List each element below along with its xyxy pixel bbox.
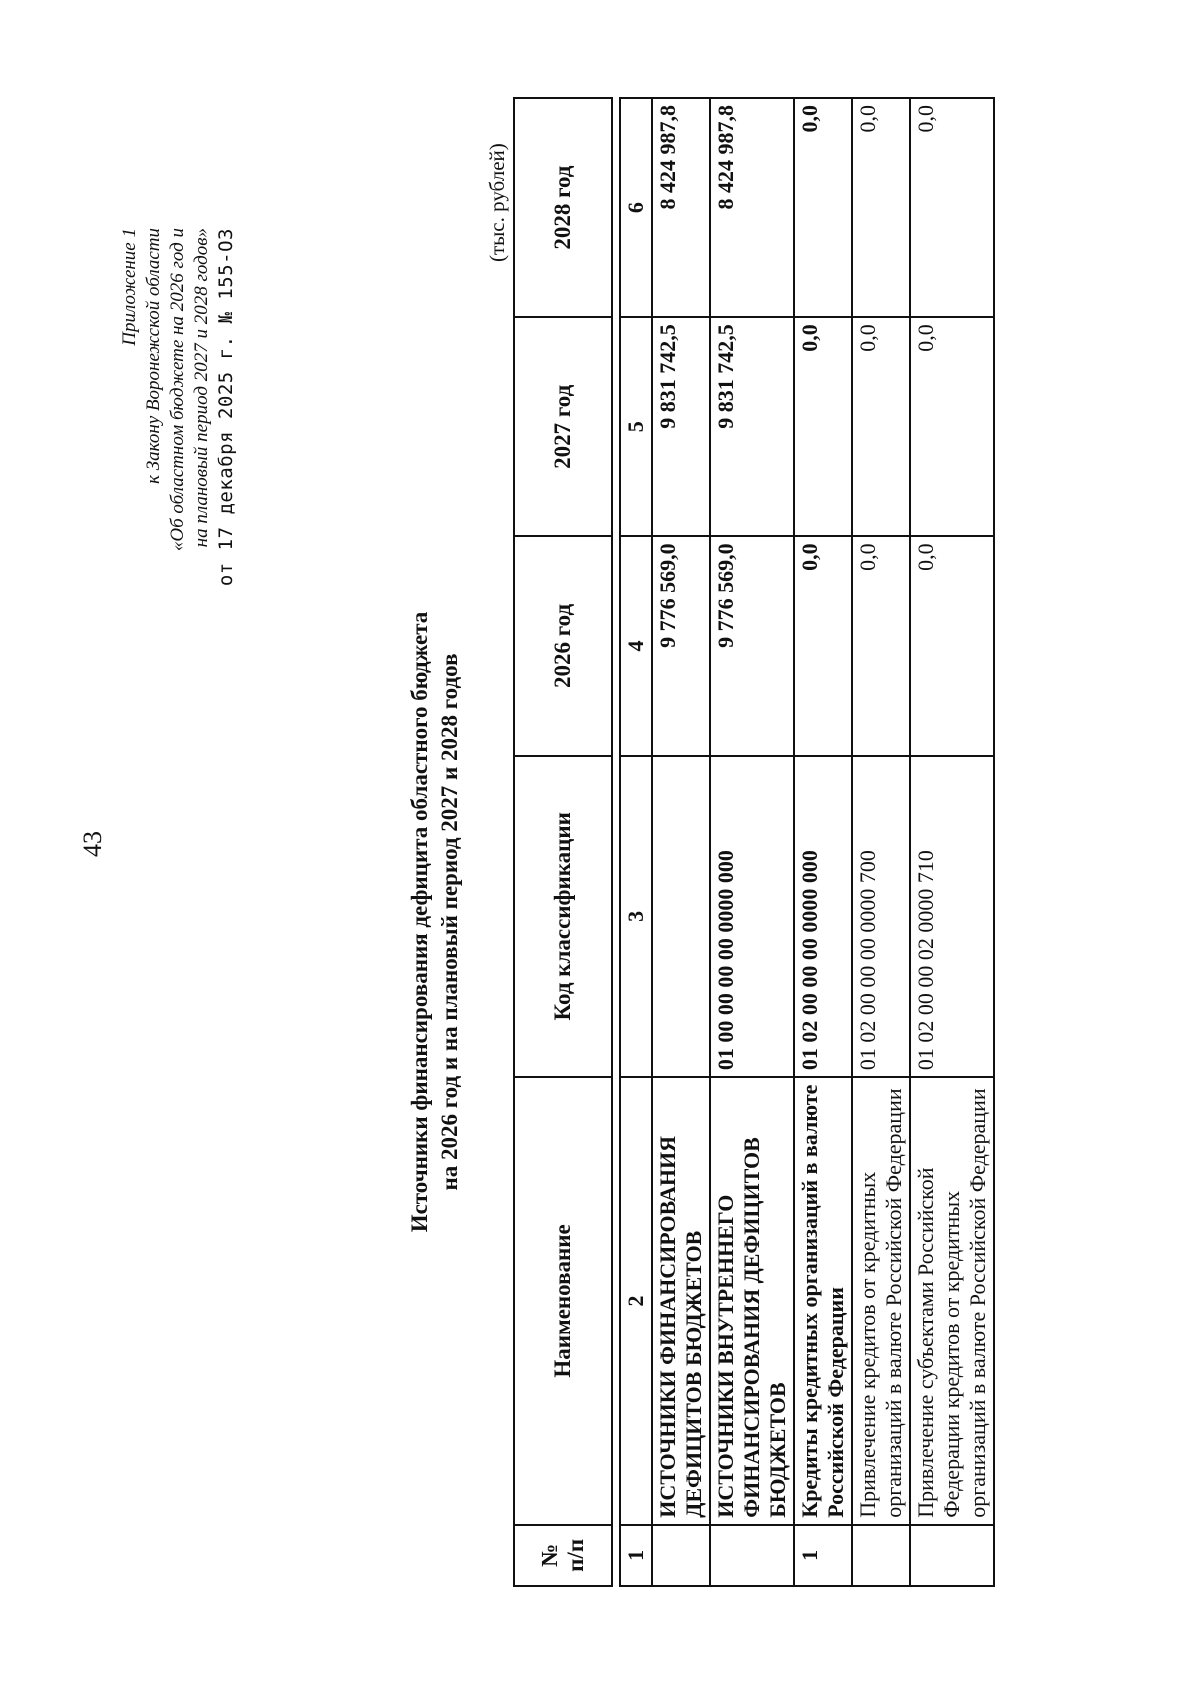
gap-cell — [612, 98, 620, 1586]
header-code: Код классификации — [514, 756, 612, 1078]
index-cell: 1 — [620, 1525, 652, 1586]
table-row — [652, 98, 710, 1586]
table-header-row — [514, 98, 612, 1586]
row-value-2027: 0,0 — [794, 317, 852, 536]
title-line-1: Источники финансирования дефицита областного бюджета — [407, 611, 432, 1233]
row-no — [710, 1525, 794, 1586]
table-gap — [612, 98, 620, 1586]
page-number: 43 — [78, 831, 107, 857]
row-name: ИСТОЧНИКИ ВНУТРЕННЕГО ФИНАНСИРОВАНИЯ ДЕФИЦИТОВ БЮДЖЕТОВ — [710, 1077, 794, 1525]
header-no: № п/п — [514, 1525, 612, 1586]
row-name: Привлечение кредитов от кредитных организаций в валюте Российской Федерации — [852, 1077, 910, 1525]
row-name: Кредиты кредитных организаций в валюте Российской Федерации — [794, 1077, 852, 1525]
row-value-2027: 0,0 — [852, 317, 910, 536]
index-cell: 6 — [620, 98, 652, 317]
index-cell: 3 — [620, 756, 652, 1078]
index-cell: 2 — [620, 1077, 652, 1525]
row-no — [852, 1525, 910, 1586]
annex-line-2: к Закону Воронежской области — [143, 228, 164, 484]
row-value-2028: 8 424 987,8 — [710, 98, 794, 317]
row-no — [910, 1525, 994, 1586]
row-value-2026: 9 776 569,0 — [652, 536, 710, 755]
units-label: (тыс. рублей) — [485, 143, 509, 262]
annex-line-3: «Об областном бюджете на 2026 год и — [167, 228, 188, 552]
row-value-2028: 0,0 — [852, 98, 910, 317]
header-2027: 2027 год — [514, 317, 612, 536]
row-code: 01 02 00 00 00 0000 000 — [794, 756, 852, 1078]
row-value-2028: 8 424 987,8 — [652, 98, 710, 317]
header-2028: 2028 год — [514, 98, 612, 317]
table-row — [852, 98, 910, 1586]
annex-block — [118, 228, 238, 788]
table-row — [710, 98, 794, 1586]
document-title — [405, 472, 465, 1372]
annex-line-4: на плановый период 2027 и 2028 годов» — [191, 228, 212, 548]
column-index-row — [620, 98, 652, 1586]
row-value-2026: 0,0 — [794, 536, 852, 755]
header-2026: 2026 год — [514, 536, 612, 755]
table-row — [794, 98, 852, 1586]
header-name: Наименование — [514, 1077, 612, 1525]
index-cell: 5 — [620, 317, 652, 536]
annex-date-stamp: от 17 декабря 2025 г. № 155-ОЗ — [215, 228, 237, 587]
row-value-2027: 9 831 742,5 — [652, 317, 710, 536]
index-cell: 4 — [620, 536, 652, 755]
row-value-2026: 0,0 — [910, 536, 994, 755]
table-row — [910, 98, 994, 1586]
row-code: 01 02 00 00 00 0000 700 — [852, 756, 910, 1078]
title-line-2: на 2026 год и на плановый период 2027 и 2028 годов — [437, 653, 462, 1191]
row-value-2026: 0,0 — [852, 536, 910, 755]
row-value-2028: 0,0 — [910, 98, 994, 317]
row-value-2026: 9 776 569,0 — [710, 536, 794, 755]
row-name: Привлечение субъектами Российской Федерации кредитов от кредитных организаций в валюте Российской Федерации — [910, 1077, 994, 1525]
annex-line-1: Приложение 1 — [119, 228, 140, 346]
financing-sources-table — [513, 97, 995, 1587]
row-name: ИСТОЧНИКИ ФИНАНСИРОВАНИЯ ДЕФИЦИТОВ БЮДЖЕТОВ — [652, 1077, 710, 1525]
row-no — [652, 1525, 710, 1586]
row-value-2027: 9 831 742,5 — [710, 317, 794, 536]
row-code — [652, 756, 710, 1078]
row-code: 01 02 00 00 02 0000 710 — [910, 756, 994, 1078]
row-value-2028: 0,0 — [794, 98, 852, 317]
row-code: 01 00 00 00 00 0000 000 — [710, 756, 794, 1078]
row-value-2027: 0,0 — [910, 317, 994, 536]
row-no: 1 — [794, 1525, 852, 1586]
